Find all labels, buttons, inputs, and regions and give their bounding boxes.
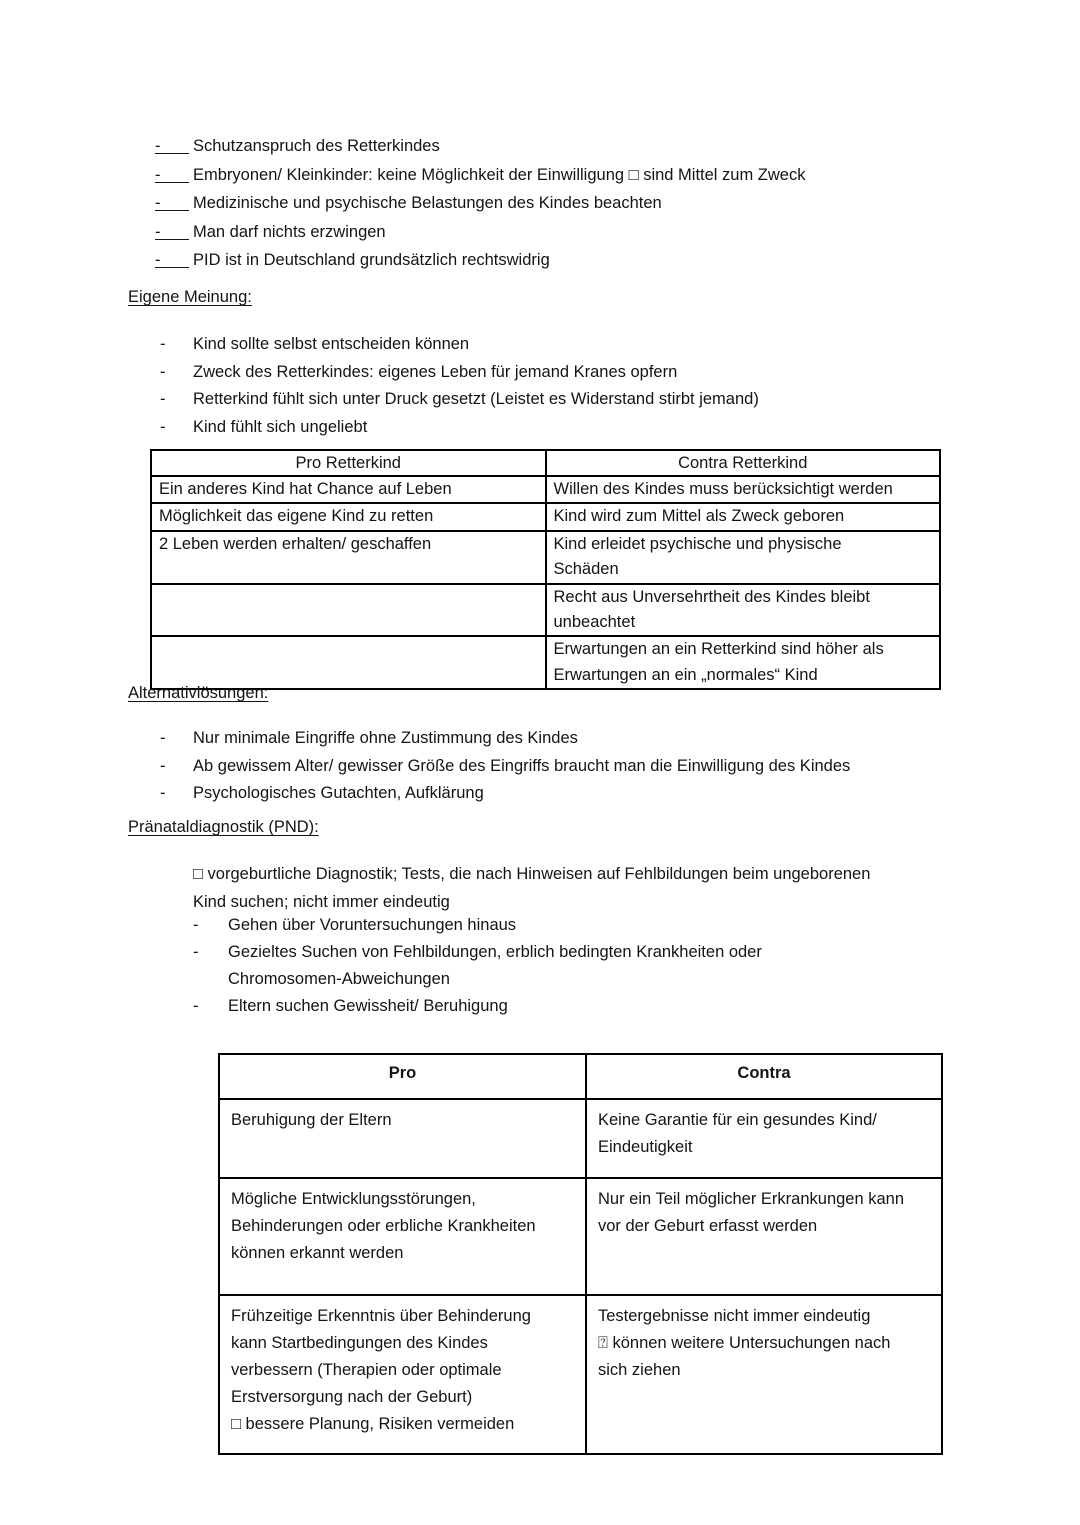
text-line: □ vorgeburtliche Diagnostik; Tests, die nach Hinweisen auf Fehlbildungen beim ungeborenen [193,865,871,883]
text-line: Möglichkeit das eigene Kind zu retten [159,507,434,526]
contra-cell [546,636,941,689]
list-item: - Schutzanspruch des Retterkindes [155,132,985,161]
text-line: □ bessere Planung, Risiken vermeiden [231,1415,515,1433]
list-item [193,939,973,993]
text-line: Kind erleidet psychische und physische [553,534,842,553]
text-line: Frühzeitige Erkenntnis über Behinderung [231,1307,531,1325]
text-line: Willen des Kindes muss berücksichtigt werden [553,480,893,498]
text-line: Eindeutigkeit [598,1138,693,1156]
list-item: - Medizinische und psychische Belastungen des Kindes beachten [155,189,985,218]
pro-header-cell: Pro [219,1054,586,1099]
text-line: Schäden [553,560,619,579]
section-heading-opinion: Eigene Meinung: [128,288,252,306]
text-line: Kind suchen; nicht immer eindeutig [193,893,450,911]
text-line: Testergebnisse nicht immer eindeutig [598,1307,871,1325]
list-item: - Nur minimale Eingriffe ohne Zustimmung des Kindes [160,725,980,753]
text-line: unbeachtet [553,613,636,632]
contra-cell [546,503,941,530]
text-line: - Gezieltes Suchen von Fehlbildungen, erblich bedingten Krankheiten oder [228,943,762,961]
list-item: - Psychologisches Gutachten, Aufklärung [160,780,980,808]
table-row [151,476,940,503]
text-line: sich ziehen [598,1361,681,1379]
contra-header-cell: Contra Retterkind [546,450,941,476]
table-row [151,636,940,689]
text-line: Erstversorgung nach der Geburt) [231,1388,473,1406]
list-item: - Retterkind fühlt sich unter Druck gesetzt (Leistet es Widerstand stirbt jemand) [160,386,960,414]
contra-cell [586,1295,942,1454]
table-header-row [219,1054,942,1099]
text-line: Nur ein Teil möglicher Erkrankungen kann [598,1190,905,1208]
pro-cell [151,531,546,584]
text-line: Beruhigung der Eltern [231,1111,392,1129]
text-line: Mögliche Entwicklungsstörungen, [231,1190,476,1208]
table-row [151,531,940,584]
list-item [193,993,973,1020]
top-bullet-list [155,132,985,275]
text-line: - Gehen über Voruntersuchungen hinaus [228,916,517,934]
list-item: - Kind sollte selbst entscheiden können [160,331,960,359]
text-line: Recht aus Unversehrtheit des Kindes bleibt [553,587,870,606]
pnd-pro-contra-table [218,1053,941,1455]
list-item: - Ab gewissem Alter/ gewisser Größe des Eingriffs braucht man die Einwilligung des Kindes [160,753,980,781]
table-row [219,1295,942,1454]
pro-cell [151,503,546,530]
contra-header-cell: Contra [586,1054,942,1099]
text-line: Behinderungen oder erbliche Krankheiten [231,1217,536,1235]
pro-cell [219,1178,586,1295]
pnd-definition-paragraph [193,860,963,916]
text-line: Keine Garantie für ein gesundes Kind/ [598,1111,877,1129]
text-line: - Eltern suchen Gewissheit/ Beruhigung [228,997,508,1015]
list-item: - Embryonen/ Kleinkinder: keine Möglichkeit der Einwilligung □ sind Mittel zum Zweck [155,161,985,190]
pro-cell [219,1099,586,1178]
list-item: - PID ist in Deutschland grundsätzlich rechtswidrig [155,246,985,275]
contra-cell [546,584,941,637]
text-line: Kind wird zum Mittel als Zweck geboren [553,507,845,526]
alternatives-bullet-list [160,725,980,808]
text-line: kann Startbedingungen des Kindes [231,1334,488,1352]
table-row [219,1178,942,1295]
list-item: - Kind fühlt sich ungeliebt [160,414,960,442]
table-header-row [151,450,940,476]
table-row [151,503,940,530]
pro-cell [219,1295,586,1454]
text-line: 2 Leben werden erhalten/ geschaffen [159,534,432,553]
text-line: Erwartungen an ein „normales“ Kind [553,665,818,684]
pnd-bullet-list [193,912,973,1020]
table-row [151,584,940,637]
list-item: - Zweck des Retterkindes: eigenes Leben für jemand Kranes opfern [160,359,960,387]
text-line: vor der Geburt erfasst werden [598,1217,818,1235]
contra-cell [586,1178,942,1295]
pro-cell [151,636,546,689]
section-heading-alternatives: Alternativlösungen: [128,684,269,702]
pro-cell [151,476,546,503]
retterkind-pro-contra-table [150,449,941,690]
text-line: können erkannt werden [231,1244,404,1262]
contra-cell [546,476,941,503]
text-line: Chromosomen-Abweichungen [228,970,450,988]
opinion-bullet-list [160,331,960,441]
contra-cell [586,1099,942,1178]
contra-cell [546,531,941,584]
text-line: ⍰ können weitere Untersuchungen nach [598,1334,891,1352]
section-heading-pnd: Pränataldiagnostik (PND): [128,818,319,836]
list-item: - Man darf nichts erzwingen [155,218,985,247]
pro-header-cell: Pro Retterkind [151,450,546,476]
table-row [219,1099,942,1178]
text-line: verbessern (Therapien oder optimale [231,1361,502,1379]
list-item [193,912,973,939]
text-line: Ein anderes Kind hat Chance auf Leben [159,480,452,498]
pro-cell [151,584,546,637]
text-line: Erwartungen an ein Retterkind sind höher als [553,640,884,659]
